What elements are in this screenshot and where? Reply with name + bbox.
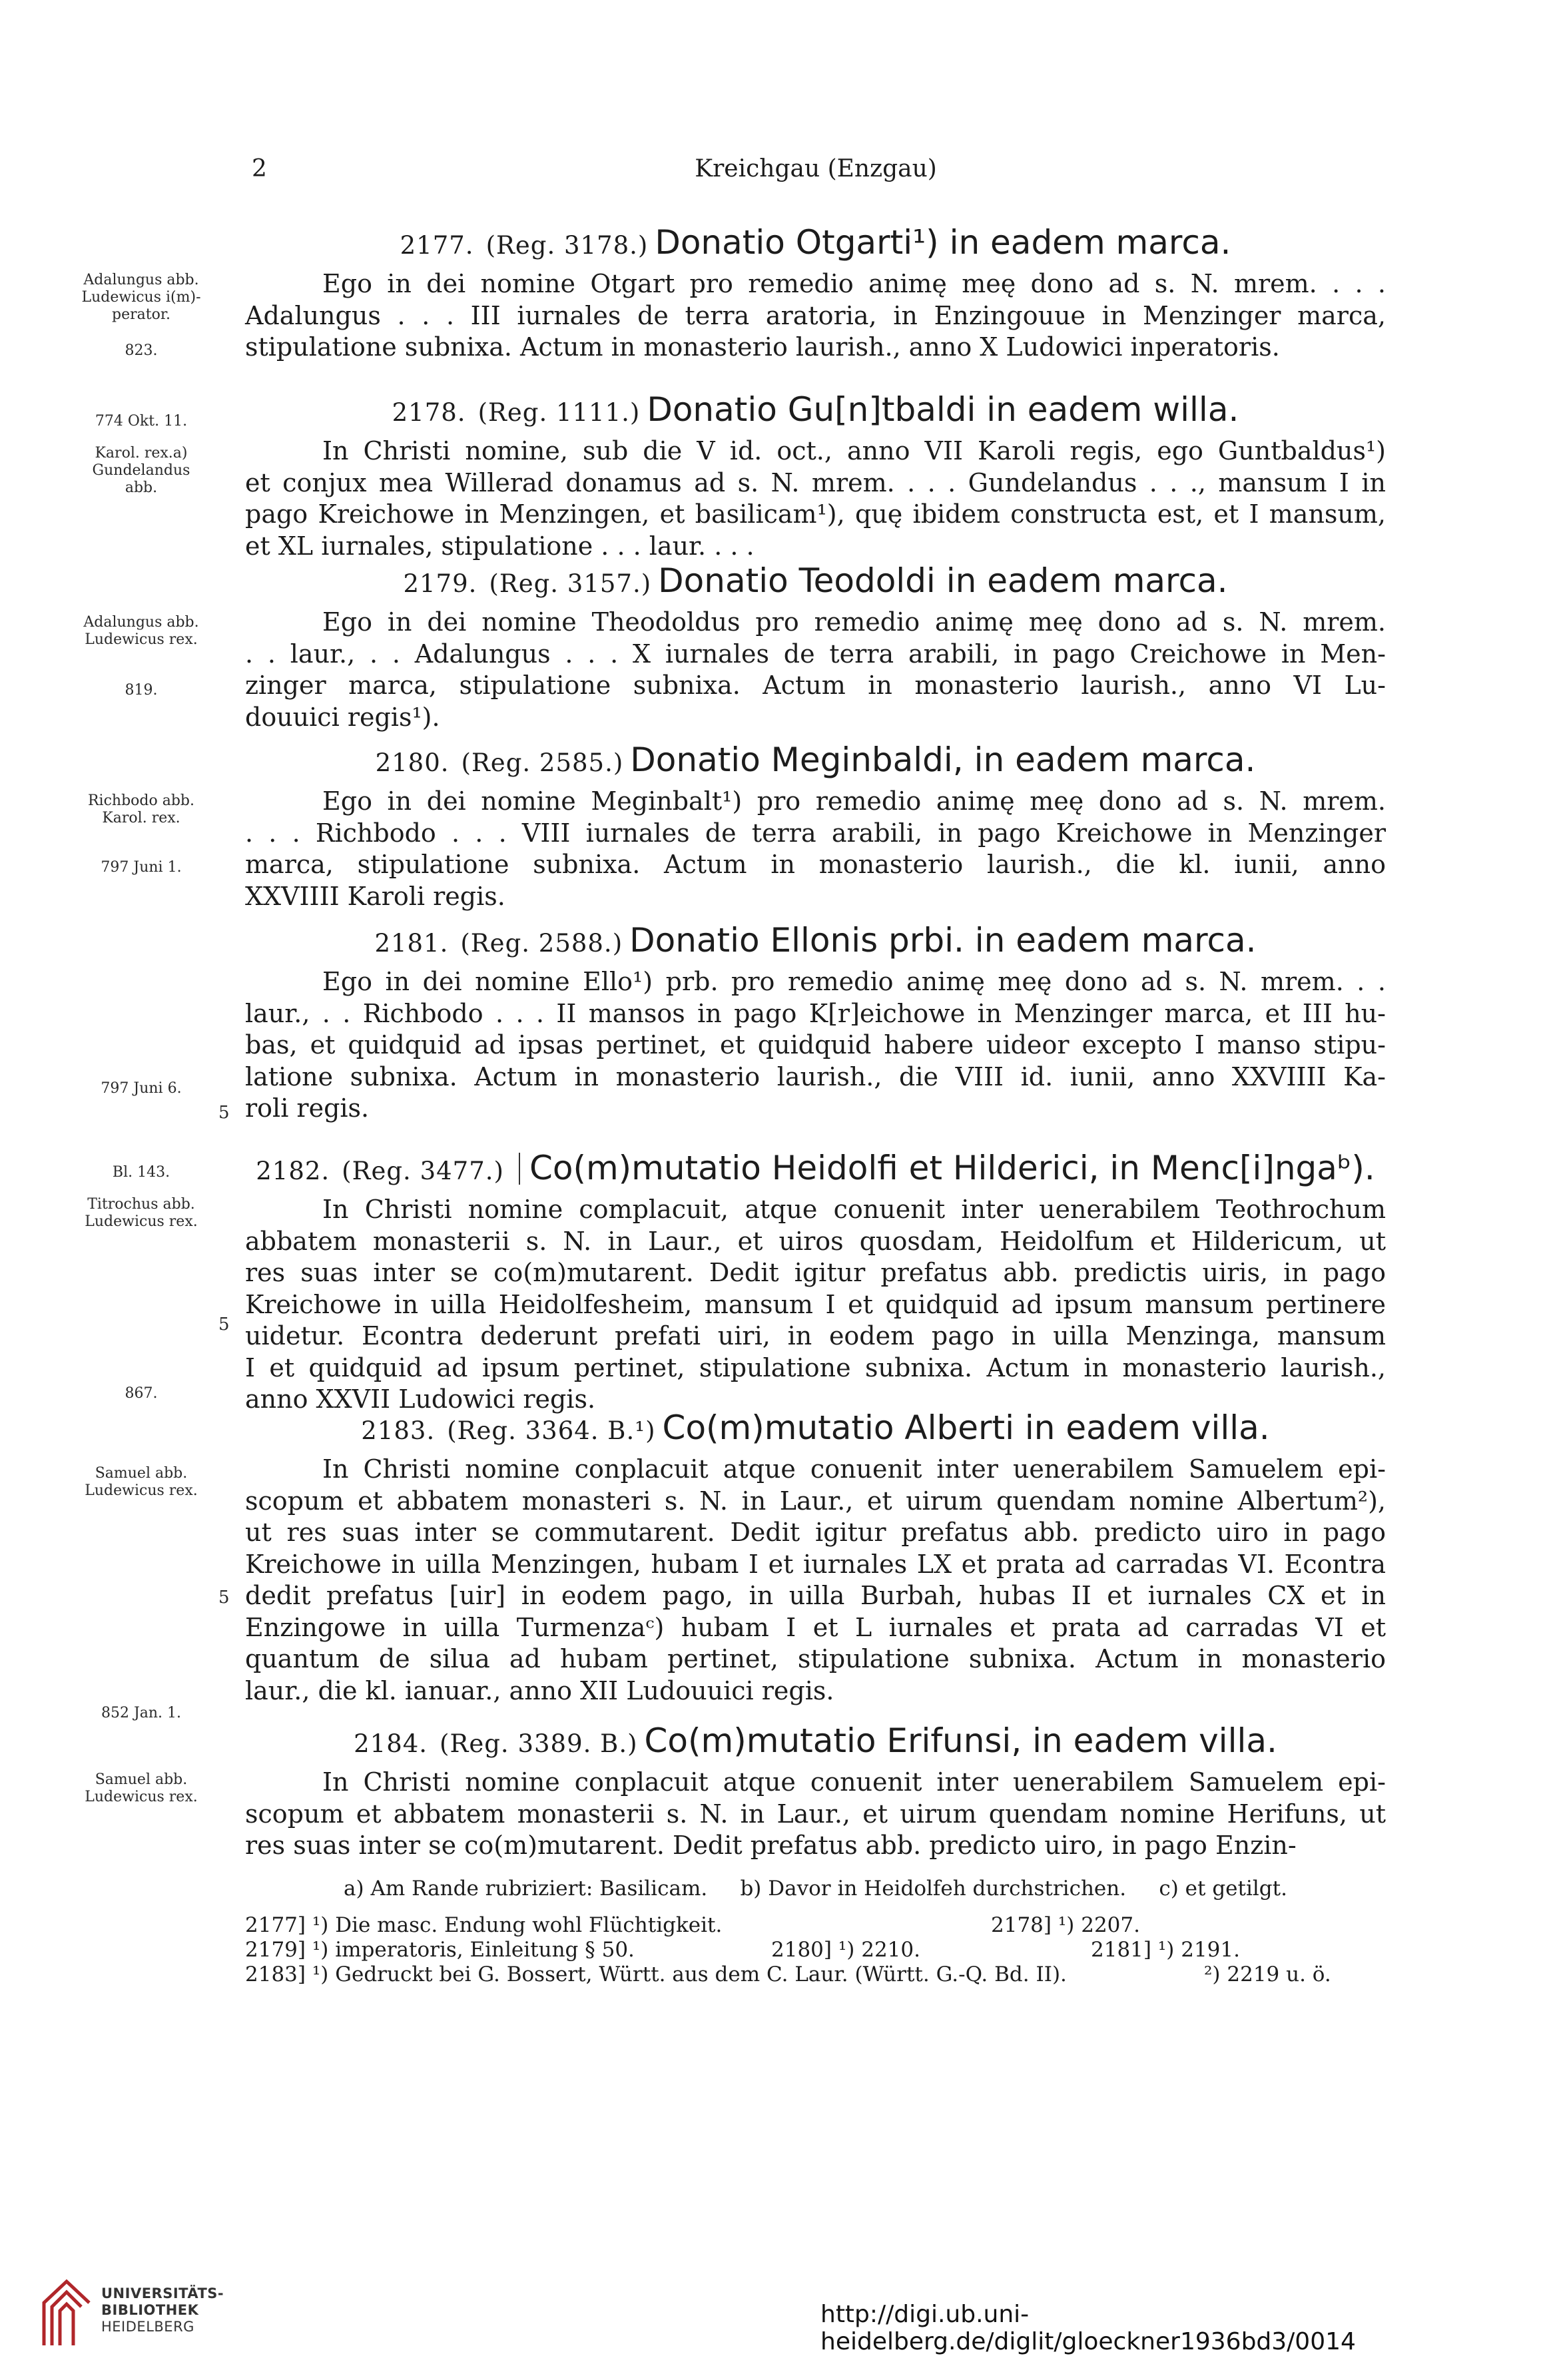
margin-note [61,859,221,876]
text-line: In Christi nomine conplacuit atque conuenit inter uenerabilem Samuelem epi- [322,1767,1386,1797]
entry-text [245,1194,1386,1416]
footnote-row [245,1938,1386,1962]
entry-number: 2180. [375,748,450,777]
margin-note [61,1771,221,1806]
entry-text [245,786,1386,912]
text-line: laur., . . Richbodo . . . II mansos in pago K[r]eichowe in Menzinger marca, et III hu- [245,998,1386,1028]
charter-entry [245,1718,1386,1862]
entry-text [245,436,1386,562]
charter-entry [245,737,1386,912]
margin-note-text: Adalungus abb. Ludewicus rex. [83,614,199,648]
entry-heading [245,1718,1386,1767]
text-line: Kreichowe in uilla Heidolfesheim, mansum I et quidquid ad ipsum mansum pertinere [245,1289,1386,1319]
text-line: bas, et quidquid ad ipsas pertinet, et quidquid habere uideor excepto I manso stipu- [245,1030,1386,1059]
text-line: quantum de silua ad hubam pertinet, stipulatione subnixa. Actum in monasterio [245,1644,1386,1673]
line-number: 5 [218,1315,230,1335]
text-line: roli regis. [245,1093,370,1123]
entry-number: 2182. [256,1157,330,1185]
margin-note-text: Samuel abb. Ludewicus rex. [85,1771,198,1805]
entry-title: Donatio Meginbaldi, in eadem marca. [630,741,1256,779]
text-line: douuici regis¹). [245,702,440,732]
margin-bar [519,1153,520,1185]
footnote: 2183] ¹) Gedruckt bei G. Bossert, Württ. aus dem C. Laur. (Württ. G.-Q. Bd. II). [245,1962,1067,1986]
regest-reference: (Reg. 1111.) [477,398,641,427]
entry-number: 2178. [392,398,466,427]
entry-number: 2184. [354,1729,428,1758]
text-line: In Christi nomine, sub die V id. oct., anno VII Karoli regis, ego Guntbaldus¹) [322,436,1386,465]
margin-note-text: Bl. 143. [112,1164,170,1181]
footnote: 2181] ¹) 2191. [1091,1938,1240,1962]
margin-note [61,614,221,649]
margin-note-text: 797 Juni 6. [101,1080,182,1097]
charter-entry [245,918,1386,1125]
margin-note [61,792,221,827]
charter-entry [245,558,1386,733]
footnote: ²) 2219 u. ö. [1204,1962,1331,1986]
text-line: stipulatione subnixa. Actum in monasterio laurish., anno X Ludowici inperatoris. [245,332,1280,362]
source-url[interactable]: http://digi.ub.uni-heidelberg.de/diglit/gloeckner1936bd3/0014 [820,2301,1356,2355]
footnote-row [245,1913,1386,1938]
library-logo-icon [40,2276,93,2349]
charter-entry [245,220,1386,364]
margin-note-text: Samuel abb. Ludewicus rex. [85,1465,198,1499]
margin-note [61,342,221,360]
entry-number: 2183. [361,1416,436,1445]
entry-title: Donatio Teodoldi in eadem marca. [658,561,1228,600]
entry-heading [245,737,1386,786]
line-number: 5 [218,1103,230,1123]
margin-note-text: 823. [125,342,158,359]
text-line: Adalungus . . . III iurnales de terra aratoria, in Enzingouue in Menzinger marca, [245,300,1386,330]
regest-reference: (Reg. 3364. B.¹) [447,1416,656,1445]
margin-note [61,413,221,430]
margin-note-text: 819. [125,682,158,699]
margin-note-text: 774 Okt. 11. [95,413,188,430]
text-line: latione subnixa. Actum in monasterio laurish., die VIII id. iunii, anno XXVIIII Ka- [245,1061,1386,1091]
logo-line: HEIDELBERG [101,2319,194,2335]
footnote-letters: a) Am Rande rubriziert: Basilicam. b) Davor in Heidolfeh durchstrichen. c) et getilgt. [344,1877,1287,1901]
text-line: Ego in dei nomine Theodoldus pro remedio animę meę dono ad s. N. mrem. [322,607,1386,637]
regest-reference: (Reg. 3157.) [489,569,652,598]
running-title: Kreichgau (Enzgau) [695,155,937,182]
entry-title: Donatio Gu[n]tbaldi in eadem willa. [647,390,1239,429]
text-line: Kreichowe in uilla Menzingen, hubam I et iurnales LX et prata ad carradas VI. Econtra [245,1549,1386,1579]
regest-reference: (Reg. 3477.) [342,1157,504,1185]
entry-text [245,1767,1386,1862]
text-line: scopum et abbatem monasteri s. N. in Laur., et uirum quendam nomine Albertum²), [245,1486,1386,1516]
footnote: 2177] ¹) Die masc. Endung wohl Flüchtigkeit. [245,1913,723,1937]
regest-reference: (Reg. 2588.) [460,929,623,958]
margin-note-text: 852 Jan. 1. [101,1705,182,1721]
entry-title: Co(m)mutatio Heidolfi et Hilderici, in Menc[i]ngaᵇ). [529,1149,1375,1187]
entry-heading [245,1405,1386,1454]
entry-title: Donatio Ellonis prbi. in eadem marca. [629,921,1257,960]
text-line: In Christi nomine complacuit, atque conuenit inter uenerabilem Teothrochum [322,1195,1386,1224]
library-logo[interactable] [40,2276,266,2349]
text-line: marca, stipulatione subnixa. Actum in monasterio laurish., die kl. iunii, anno [245,850,1386,879]
entry-number: 2181. [374,929,449,958]
text-line: res suas inter se co(m)mutarent. Dedit igitur prefatus abb. predictis uiris, in pago [245,1258,1386,1287]
entry-text [245,268,1386,364]
entry-title: Co(m)mutatio Erifunsi, in eadem villa. [644,1721,1277,1760]
text-line: abbatem monasterii s. N. in Laur., et uiros quosdam, Heidolfum et Hildericum, ut [245,1226,1386,1256]
logo-line: BIBLIOTHEK [101,2302,199,2318]
charter-entry [245,1145,1386,1416]
margin-note [61,272,221,324]
margin-note [61,1705,221,1722]
library-logo-text [101,2285,224,2335]
margin-note-text: Titrochus abb. Ludewicus rex. [85,1196,198,1230]
footnote: 2178] ¹) 2207. [991,1913,1140,1937]
entry-title: Donatio Otgarti¹) in eadem marca. [655,223,1231,262]
text-line: . . . Richbodo . . . VIII iurnales de terra arabili, in pago Kreichowe in Menzinger [245,818,1386,848]
footnotes [245,1877,1386,1987]
text-line: Ego in dei nomine Otgart pro remedio animę meę dono ad s. N. mrem. . . . [322,269,1386,298]
margin-note-text: Karol. rex.a) Gundelandus abb. [92,445,190,496]
charter-entry [245,1405,1386,1707]
charter-entry [245,387,1386,562]
margin-note [61,445,221,497]
margin-note [61,1080,221,1097]
entry-text [245,607,1386,733]
logo-line: UNIVERSITÄTS- [101,2285,224,2301]
text-line: Ego in dei nomine Ello¹) prb. pro remedio animę meę dono ad s. N. mrem. . . [322,967,1386,996]
regest-reference: (Reg. 3178.) [485,231,649,260]
entry-number: 2179. [403,569,477,598]
text-line: . . laur., . . Adalungus . . . X iurnales de terra arabili, in pago Creichowe in Men- [245,639,1386,669]
footnote: 2180] ¹) 2210. [771,1938,920,1962]
text-line: pago Kreichowe in Menzingen, et basilicam¹), quę ibidem constructa est, et I mansum, [245,499,1386,529]
footnote: 2179] ¹) imperatoris, Einleitung § 50. [245,1938,635,1962]
text-line: et XL iurnales, stipulatione . . . laur. . . . [245,531,755,561]
text-line: anno XXVII Ludowici regis. [245,1384,596,1414]
margin-note-text: 867. [125,1385,158,1402]
entry-text [245,1454,1386,1707]
margin-note-text: 797 Juni 1. [101,859,182,876]
text-line: scopum et abbatem monasterii s. N. in Laur., et uirum quendam nomine Herifuns, ut [245,1799,1386,1829]
regest-reference: (Reg. 3389. B.) [440,1729,638,1758]
margin-note [61,1164,221,1181]
entry-number: 2177. [400,231,474,260]
entry-heading [245,1145,1386,1194]
entry-heading [245,387,1386,436]
margin-note-text: Richbodo abb. Karol. rex. [87,792,194,826]
text-line: dedit prefatus [uir] in eodem pago, in uilla Burbah, hubas II et iurnales CX et in [245,1581,1386,1610]
text-line: ut res suas inter se commutarent. Dedit igitur prefatus abb. predicto uiro in pago [245,1518,1386,1547]
regest-reference: (Reg. 2585.) [461,748,624,777]
line-number: 5 [218,1588,230,1608]
text-line: In Christi nomine conplacuit atque conuenit inter uenerabilem Samuelem epi- [322,1454,1386,1484]
entry-heading [245,220,1386,268]
margin-note [61,1465,221,1500]
text-line: I et quidquid ad ipsum pertinet, stipulatione subnixa. Actum in monasterio laurish., [245,1352,1386,1382]
text-line: et conjux mea Willerad donamus ad s. N. mrem. . . . Gundelandus . . ., mansum I in [245,467,1386,497]
footnote-row [245,1962,1386,1987]
margin-note [61,682,221,699]
text-line: XXVIIII Karoli regis. [245,881,505,911]
text-line: res suas inter se co(m)mutarent. Dedit prefatus abb. predicto uiro, in pago Enzin- [245,1831,1297,1860]
text-line: Enzingowe in uilla Turmenzaᶜ) hubam I et L iurnales et prata ad carradas VI et [245,1612,1386,1642]
margin-note [61,1385,221,1402]
margin-note-text: Adalungus abb. Ludewicus i(m)- perator. [81,272,201,323]
text-line: laur., die kl. ianuar., anno XII Ludouuici regis. [245,1675,834,1705]
text-line: zinger marca, stipulatione subnixa. Actum in monasterio laurish., anno VI Lu- [245,671,1386,700]
entry-heading [245,558,1386,607]
margin-note [61,1196,221,1231]
page-number: 2 [252,155,267,182]
running-header [246,155,1385,188]
entry-title: Co(m)mutatio Alberti in eadem villa. [662,1408,1270,1447]
text-line: Ego in dei nomine Meginbalt¹) pro remedio animę meę dono ad s. N. mrem. [322,786,1386,816]
entry-text [245,966,1386,1125]
text-line: uidetur. Econtra dederunt prefati uiri, in eodem pago in uilla Menzinga, mansum [245,1321,1386,1350]
entry-heading [245,918,1386,966]
